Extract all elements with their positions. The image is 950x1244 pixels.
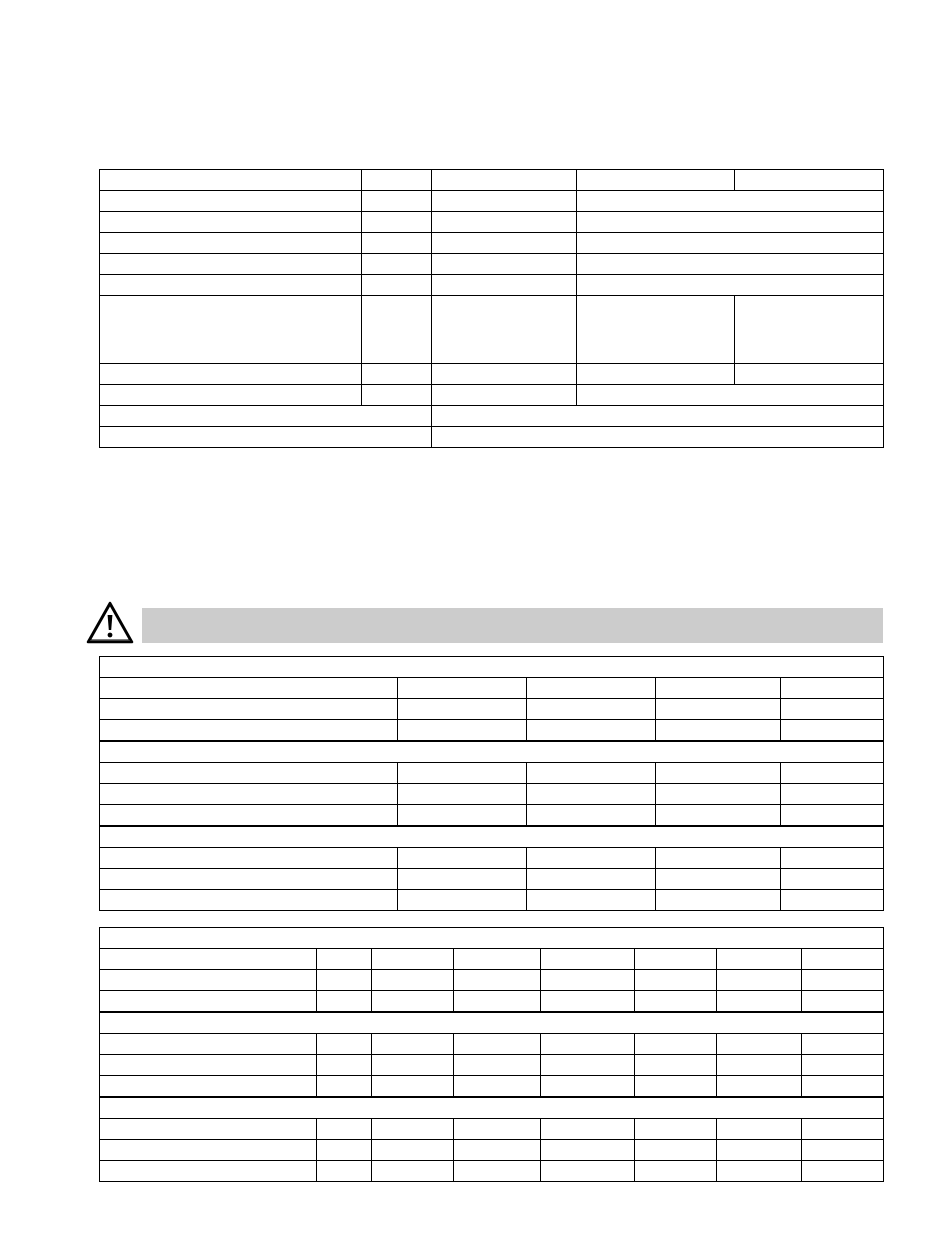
table-cell	[362, 385, 432, 406]
table-cell	[362, 233, 432, 254]
table-cell	[541, 1161, 635, 1182]
table-cell	[372, 1034, 454, 1055]
table-row	[100, 805, 884, 827]
table-cell	[100, 296, 362, 364]
table-cell	[454, 1034, 541, 1055]
table-cell	[454, 1140, 541, 1161]
table-cell	[735, 364, 884, 385]
table-cell	[735, 170, 884, 191]
table-row	[100, 970, 884, 991]
section-header-row	[100, 1097, 884, 1119]
table-cell	[527, 805, 656, 827]
table-cell	[317, 1076, 372, 1098]
table-cell	[454, 970, 541, 991]
table-cell	[541, 1076, 635, 1098]
table-cell	[577, 364, 735, 385]
table-cell	[362, 254, 432, 275]
table-cell	[656, 869, 781, 890]
table-cell	[577, 254, 884, 275]
table-cell	[432, 427, 884, 448]
table-row	[100, 720, 884, 742]
table-cell	[577, 212, 884, 233]
table-cell	[398, 678, 527, 699]
table-cell	[362, 364, 432, 385]
table-cell	[432, 364, 577, 385]
table-cell	[317, 1055, 372, 1076]
table-cell	[100, 1055, 317, 1076]
table-cell	[317, 991, 372, 1013]
table-cell	[454, 1161, 541, 1182]
table-cell	[781, 720, 884, 742]
table-cell	[717, 991, 802, 1013]
table-cell	[100, 848, 398, 869]
table-cell	[527, 784, 656, 805]
section-header-row	[100, 657, 884, 678]
table-cell	[100, 427, 432, 448]
table-cell	[454, 1055, 541, 1076]
table-cell	[802, 1119, 884, 1140]
table-cell	[541, 1055, 635, 1076]
table-cell	[802, 1140, 884, 1161]
table-cell	[398, 805, 527, 827]
table-cell	[317, 949, 372, 970]
table-row	[100, 763, 884, 784]
table-cell	[398, 763, 527, 784]
table-cell	[656, 720, 781, 742]
data-table-b	[99, 927, 884, 1182]
table-row	[100, 233, 884, 254]
table-cell	[527, 720, 656, 742]
table-row	[100, 678, 884, 699]
table-cell	[781, 763, 884, 784]
table-cell	[100, 364, 362, 385]
table-cell	[541, 1119, 635, 1140]
table-row	[100, 848, 884, 869]
table-cell	[362, 296, 432, 364]
table-cell	[362, 170, 432, 191]
table-cell	[527, 699, 656, 720]
table-row	[100, 275, 884, 296]
table-row	[100, 406, 884, 427]
table-cell	[100, 1034, 317, 1055]
table-cell	[100, 949, 317, 970]
table-cell	[100, 406, 432, 427]
table-row	[100, 1140, 884, 1161]
table-cell	[454, 1076, 541, 1098]
table-cell	[635, 949, 717, 970]
table-cell	[635, 1140, 717, 1161]
table-cell	[100, 763, 398, 784]
table-cell	[454, 991, 541, 1013]
table-cell	[100, 720, 398, 742]
table-cell	[100, 890, 398, 911]
table-cell	[802, 970, 884, 991]
section-header-cell	[100, 657, 884, 678]
data-table-a	[99, 656, 884, 911]
table-cell	[317, 970, 372, 991]
table-cell	[398, 699, 527, 720]
table-cell	[398, 869, 527, 890]
table-cell	[577, 385, 884, 406]
table-row	[100, 212, 884, 233]
table-cell	[398, 720, 527, 742]
table-cell	[717, 1034, 802, 1055]
table-cell	[372, 1140, 454, 1161]
section-header-row	[100, 826, 884, 848]
table-cell	[656, 805, 781, 827]
table-row	[100, 949, 884, 970]
table-cell	[432, 275, 577, 296]
table-cell	[100, 275, 362, 296]
table-cell	[577, 296, 735, 364]
warning-triangle-icon	[86, 601, 134, 644]
table-cell	[432, 296, 577, 364]
table-cell	[781, 869, 884, 890]
table-cell	[527, 869, 656, 890]
table-row	[100, 254, 884, 275]
table-cell	[100, 191, 362, 212]
table-cell	[100, 869, 398, 890]
table-cell	[717, 1055, 802, 1076]
table-cell	[362, 191, 432, 212]
table-row	[100, 890, 884, 911]
table-cell	[802, 1034, 884, 1055]
table-cell	[802, 991, 884, 1013]
table-cell	[717, 1076, 802, 1098]
table-cell	[635, 970, 717, 991]
table-cell	[541, 949, 635, 970]
table-cell	[717, 949, 802, 970]
table-cell	[454, 949, 541, 970]
table-cell	[372, 1119, 454, 1140]
table-cell	[635, 1119, 717, 1140]
table-row	[100, 1034, 884, 1055]
table-row	[100, 170, 884, 191]
table-cell	[635, 1076, 717, 1098]
table-cell	[372, 1055, 454, 1076]
table-cell	[317, 1140, 372, 1161]
table-cell	[100, 1119, 317, 1140]
table-row	[100, 427, 884, 448]
table-cell	[362, 212, 432, 233]
table-cell	[100, 233, 362, 254]
section-header-cell	[100, 1012, 884, 1034]
table-cell	[781, 784, 884, 805]
table-cell	[100, 970, 317, 991]
table-cell	[432, 212, 577, 233]
table-cell	[635, 1161, 717, 1182]
table-row	[100, 869, 884, 890]
table-cell	[802, 949, 884, 970]
table-cell	[802, 1161, 884, 1182]
table-cell	[398, 848, 527, 869]
table-cell	[781, 678, 884, 699]
table-cell	[372, 1161, 454, 1182]
table-cell	[100, 254, 362, 275]
table-row	[100, 385, 884, 406]
section-header-cell	[100, 1097, 884, 1119]
table-cell	[656, 890, 781, 911]
table-row	[100, 991, 884, 1013]
table-cell	[432, 233, 577, 254]
table-cell	[717, 1161, 802, 1182]
table-cell	[454, 1119, 541, 1140]
table-cell	[527, 890, 656, 911]
table-cell	[541, 1140, 635, 1161]
table-cell	[527, 763, 656, 784]
table-cell	[100, 170, 362, 191]
table-cell	[577, 191, 884, 212]
table-cell	[781, 699, 884, 720]
table-cell	[717, 970, 802, 991]
table-row	[100, 191, 884, 212]
table-cell	[100, 784, 398, 805]
table-cell	[317, 1119, 372, 1140]
table-cell	[372, 970, 454, 991]
table-cell	[100, 805, 398, 827]
table-cell	[656, 784, 781, 805]
table-cell	[781, 805, 884, 827]
table-cell	[398, 784, 527, 805]
table-cell	[541, 970, 635, 991]
spec-table	[99, 169, 884, 448]
table-cell	[717, 1140, 802, 1161]
table-cell	[781, 848, 884, 869]
table-cell	[541, 1034, 635, 1055]
section-header-cell	[100, 741, 884, 763]
table-cell	[100, 212, 362, 233]
table-cell	[372, 1076, 454, 1098]
table-cell	[100, 991, 317, 1013]
table-cell	[635, 1055, 717, 1076]
table-row	[100, 1161, 884, 1182]
table-cell	[100, 699, 398, 720]
table-cell	[656, 699, 781, 720]
table-cell	[372, 949, 454, 970]
table-cell	[635, 1034, 717, 1055]
table-row	[100, 1119, 884, 1140]
table-row	[100, 1055, 884, 1076]
table-cell	[781, 890, 884, 911]
table-cell	[802, 1076, 884, 1098]
table-cell	[541, 991, 635, 1013]
table-cell	[527, 678, 656, 699]
table-cell	[100, 385, 362, 406]
table-cell	[100, 1140, 317, 1161]
table-row	[100, 364, 884, 385]
table-cell	[735, 296, 884, 364]
table-row	[100, 296, 884, 364]
table-row	[100, 699, 884, 720]
table-cell	[432, 406, 884, 427]
warning-heading-bar	[142, 608, 883, 643]
table-cell	[656, 678, 781, 699]
section-header-row	[100, 1012, 884, 1034]
table-cell	[432, 170, 577, 191]
table-cell	[317, 1161, 372, 1182]
table-cell	[656, 848, 781, 869]
table-row	[100, 1076, 884, 1098]
table-cell	[317, 1034, 372, 1055]
section-header-cell	[100, 826, 884, 848]
table-cell	[100, 678, 398, 699]
table-cell	[432, 191, 577, 212]
table-cell	[432, 385, 577, 406]
section-header-row	[100, 928, 884, 949]
section-header-cell	[100, 928, 884, 949]
table-cell	[398, 890, 527, 911]
table-cell	[802, 1055, 884, 1076]
table-cell	[635, 991, 717, 1013]
table-row	[100, 784, 884, 805]
table-cell	[656, 763, 781, 784]
table-cell	[362, 275, 432, 296]
table-cell	[100, 1076, 317, 1098]
table-cell	[432, 254, 577, 275]
table-cell	[577, 170, 735, 191]
table-cell	[717, 1119, 802, 1140]
table-cell	[527, 848, 656, 869]
table-cell	[100, 1161, 317, 1182]
table-cell	[577, 233, 884, 254]
table-cell	[372, 991, 454, 1013]
table-cell	[577, 275, 884, 296]
section-header-row	[100, 741, 884, 763]
